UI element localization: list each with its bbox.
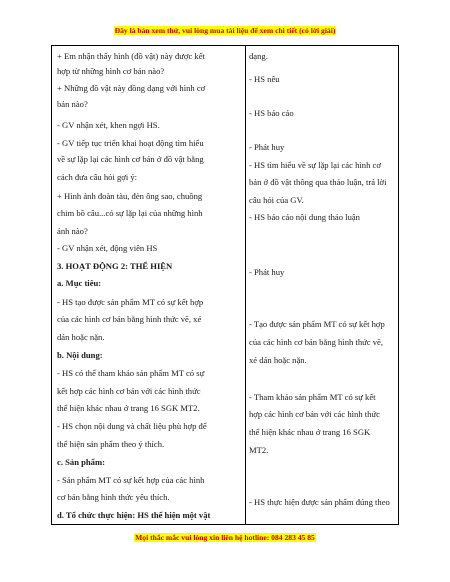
right-line: của các hình cơ bản bằng hình thức vẽ, <box>249 337 384 347</box>
left-line: của các hình cơ bản bằng hình thức vẽ, xé <box>57 314 202 324</box>
right-line: MT2. <box>249 445 269 455</box>
left-line: - GV tiếp tục triển khai hoạt động tìm hiểu <box>57 138 204 148</box>
right-line: thể hiện khác nhau ở trang 16 SGK <box>249 427 371 437</box>
left-line: + Hình ảnh đoàn tàu, đèn ông sao, chuồng <box>57 191 203 201</box>
right-line: - HS báo cáo nội dung thảo luận <box>249 212 360 222</box>
section-heading: 3. HOẠT ĐỘNG 2: THỂ HIỆN <box>57 261 173 271</box>
right-line: - Phát huy <box>249 267 285 277</box>
preview-notice-text: Đây là bản xem thử, vui lòng mua tài liệu để xem chi tiết (có lời giải) <box>114 26 336 35</box>
right-line: - Tham khảo sản phẩm MT có sự kết <box>249 392 376 402</box>
left-line: - HS có thể tham khảo sản phẩm MT có sự <box>57 368 205 378</box>
left-line: kết hợp các hình cơ bản với các hình thức <box>57 386 201 396</box>
subheading: c. Sản phẩm: <box>57 457 105 467</box>
hotline-text: Mọi thắc mắc vui lòng xin liên hệ hotline: 084 283 45 85 <box>135 533 315 542</box>
left-line: - HS tạo được sản phẩm MT có sự kết hợp <box>57 297 204 307</box>
left-line: - HS chọn nội dung và chất liệu phù hợp để <box>57 421 207 431</box>
column-divider <box>245 46 246 524</box>
subheading: b. Nội dung: <box>57 350 103 360</box>
right-line: - HS nêu <box>249 74 280 84</box>
right-line: hợp các hình cơ bản với các hình thức <box>249 409 380 419</box>
left-line: dán hoặc nặn. <box>57 332 105 342</box>
right-line: dạng. <box>249 51 268 61</box>
left-line: - GV nhận xét, khen ngợi HS. <box>57 120 160 130</box>
left-line: cơ bản bằng hình thức yêu thích. <box>57 492 170 502</box>
preview-notice-banner <box>0 26 450 35</box>
left-line: về sự lặp lại các hình cơ bản ở đồ vật bằng <box>57 154 204 164</box>
left-line: thể hiện khác nhau ở trang 16 SGK MT2. <box>57 403 200 413</box>
left-line: ảnh nào? <box>57 226 88 236</box>
left-line: + Em nhận thấy hình (đồ vật) này được kết <box>57 51 205 61</box>
right-line: xé dán hoặc nặn. <box>249 355 307 365</box>
hotline-banner <box>0 533 450 542</box>
right-line: - HS tìm hiểu về sự lặp lại các hình cơ <box>249 160 381 170</box>
left-line: bản nào? <box>57 99 88 109</box>
left-line: thể hiện sản phẩm theo ý thích. <box>57 439 165 449</box>
right-line: - HS thực hiện được sản phẩm đúng theo <box>249 497 390 507</box>
subheading: d. Tổ chức thực hiện: HS thể hiện một vật <box>57 510 211 520</box>
left-line: - Sản phẩm MT có sự kết hợp của các hình <box>57 475 205 485</box>
right-line: - Tạo được sản phẩm MT có sự kết hợp <box>249 319 385 329</box>
left-line: chim bồ câu...có sự lặp lại của những hình <box>57 208 203 218</box>
right-line: - Phát huy <box>249 142 285 152</box>
right-line: - HS báo cáo <box>249 108 294 118</box>
right-line: bản ở đồ vật thông qua thảo luận, trả lời <box>249 177 387 187</box>
subheading: a. Mục tiêu: <box>57 278 102 288</box>
lesson-table <box>51 45 399 525</box>
left-line: hợp từ những hình cơ bản nào? <box>57 66 165 76</box>
right-line: câu hỏi của GV. <box>249 195 304 205</box>
left-line: - GV nhận xét, động viên HS <box>57 243 158 253</box>
left-line: + Những đồ vật này đồng dạng với hình cơ <box>57 83 206 93</box>
left-line: cách đưa câu hỏi gợi ý: <box>57 172 138 182</box>
